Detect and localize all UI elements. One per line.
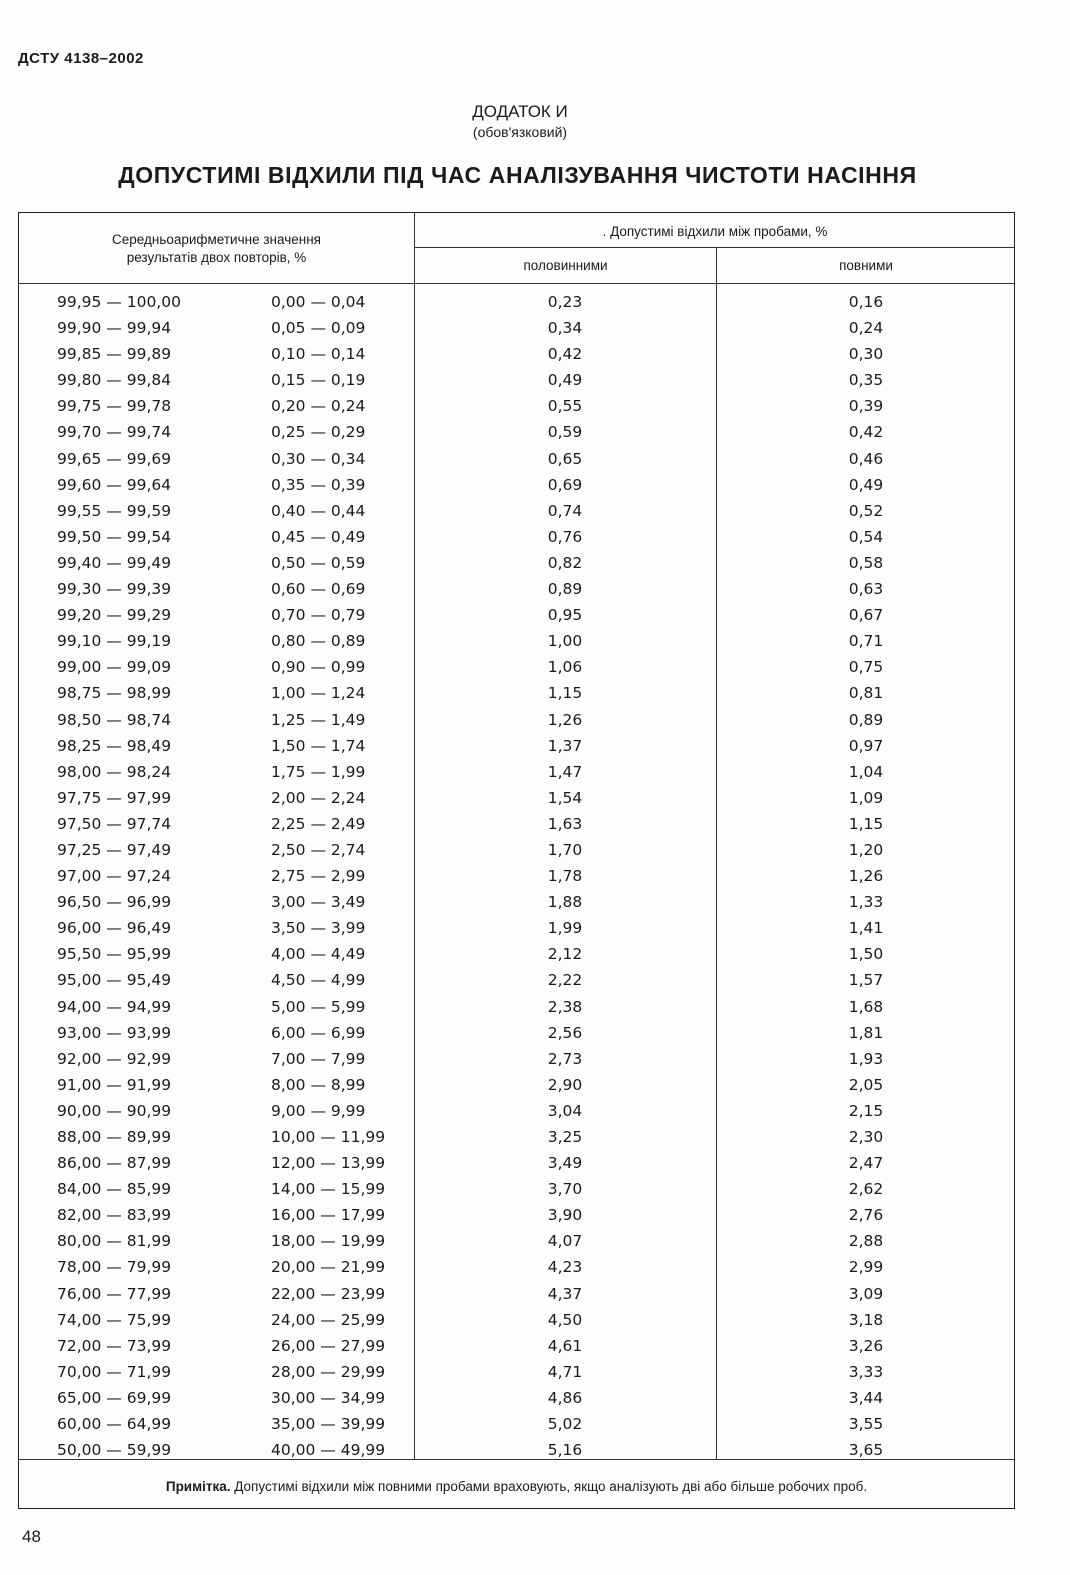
mean-range-high: 90,00 — 90,99 — [57, 1101, 172, 1120]
full-samples-tolerance: 0,67 — [848, 606, 884, 625]
half-samples-tolerance: 0,95 — [547, 606, 583, 625]
half-samples-header: половинними — [523, 258, 608, 273]
mean-range-low: 4,50 — 4,99 — [271, 971, 366, 990]
mean-range-high: 78,00 — 79,99 — [57, 1258, 172, 1277]
full-samples-tolerance: 0,52 — [848, 501, 884, 520]
table-row — [19, 656, 1014, 682]
mean-range-high: 99,00 — 99,09 — [57, 658, 172, 677]
half-samples-tolerance: 4,61 — [547, 1336, 583, 1355]
half-samples-tolerance: 2,73 — [547, 1049, 583, 1068]
mean-range-low: 0,45 — 0,49 — [271, 527, 366, 546]
mean-range-low: 3,00 — 3,49 — [271, 893, 366, 912]
mean-range-high: 96,50 — 96,99 — [57, 893, 172, 912]
mean-range-high: 99,10 — 99,19 — [57, 632, 172, 651]
mean-range-high: 99,65 — 99,69 — [57, 449, 172, 468]
table-row — [19, 500, 1014, 526]
table-row — [19, 1152, 1014, 1178]
mean-range-low: 30,00 — 34,99 — [271, 1388, 386, 1407]
note-label: Примітка. — [165, 1479, 231, 1494]
full-samples-tolerance: 1,93 — [848, 1049, 884, 1068]
full-samples-tolerance: 3,33 — [848, 1362, 884, 1381]
mean-range-high: 99,55 — 99,59 — [57, 501, 172, 520]
half-samples-tolerance: 0,34 — [547, 319, 583, 338]
mean-range-low: 0,25 — 0,29 — [271, 423, 366, 442]
table-row — [19, 1335, 1014, 1361]
mean-range-high: 80,00 — 81,99 — [57, 1232, 172, 1251]
half-samples-tolerance: 0,55 — [547, 397, 583, 416]
half-samples-tolerance: 3,04 — [547, 1101, 583, 1120]
mean-range-low: 0,20 — 0,24 — [271, 397, 366, 416]
half-samples-tolerance: 3,49 — [547, 1154, 583, 1173]
half-samples-tolerance: 4,50 — [547, 1310, 583, 1329]
mean-range-high: 96,00 — 96,49 — [57, 919, 172, 938]
tolerance-group-header: . Допустимі відхили між пробами, % — [602, 224, 828, 239]
mean-range-low: 2,00 — 2,24 — [271, 788, 366, 807]
mean-range-high: 99,20 — 99,29 — [57, 606, 172, 625]
tolerance-table — [18, 212, 1015, 1509]
mean-range-high: 99,90 — 99,94 — [57, 319, 172, 338]
mean-range-low: 2,50 — 2,74 — [271, 840, 366, 859]
table-row — [19, 1074, 1014, 1100]
full-samples-tolerance: 2,05 — [848, 1075, 884, 1094]
mean-range-low: 1,25 — 1,49 — [271, 710, 366, 729]
half-samples-tolerance: 0,69 — [547, 475, 583, 494]
table-row — [19, 787, 1014, 813]
half-samples-tolerance: 4,86 — [547, 1388, 583, 1407]
mean-range-high: 99,50 — 99,54 — [57, 527, 172, 546]
mean-range-low: 2,75 — 2,99 — [271, 867, 366, 886]
mean-range-low: 0,50 — 0,59 — [271, 553, 366, 572]
table-row — [19, 291, 1014, 317]
half-samples-tolerance: 4,07 — [547, 1232, 583, 1251]
mean-range-low: 1,50 — 1,74 — [271, 736, 366, 755]
full-samples-tolerance: 1,57 — [848, 971, 884, 990]
half-samples-tolerance: 1,63 — [547, 814, 583, 833]
mean-range-high: 95,50 — 95,99 — [57, 945, 172, 964]
mean-range-high: 98,00 — 98,24 — [57, 762, 172, 781]
mean-range-high: 97,00 — 97,24 — [57, 867, 172, 886]
full-samples-tolerance: 0,35 — [848, 371, 884, 390]
table-row — [19, 317, 1014, 343]
table-row — [19, 1204, 1014, 1230]
half-samples-tolerance: 3,90 — [547, 1206, 583, 1225]
full-samples-tolerance: 1,15 — [848, 814, 884, 833]
full-samples-tolerance: 0,97 — [848, 736, 884, 755]
half-samples-tolerance: 0,89 — [547, 580, 583, 599]
page-number: 48 — [22, 1527, 41, 1546]
mean-range-high: 72,00 — 73,99 — [57, 1336, 172, 1355]
full-samples-tolerance: 2,30 — [848, 1128, 884, 1146]
full-samples-tolerance: 3,65 — [848, 1441, 884, 1460]
table-row — [19, 578, 1014, 604]
full-samples-tolerance: 3,44 — [848, 1388, 884, 1407]
mean-range-low: 28,00 — 29,99 — [271, 1362, 386, 1381]
mean-range-low: 0,35 — 0,39 — [271, 475, 366, 494]
mean-range-low: 40,00 — 49,99 — [271, 1441, 386, 1460]
half-samples-tolerance: 0,82 — [547, 553, 583, 572]
mean-range-low: 10,00 — 11,99 — [271, 1128, 386, 1146]
full-samples-tolerance: 1,81 — [848, 1023, 884, 1042]
table-row — [19, 1309, 1014, 1335]
table-row — [19, 630, 1014, 656]
half-samples-tolerance: 1,47 — [547, 762, 583, 781]
table-row — [19, 996, 1014, 1022]
mean-range-high: 97,75 — 97,99 — [57, 788, 172, 807]
full-samples-tolerance: 0,75 — [848, 658, 884, 677]
mean-range-low: 35,00 — 39,99 — [271, 1415, 386, 1434]
mean-range-high: 95,00 — 95,49 — [57, 971, 172, 990]
mean-range-low: 1,75 — 1,99 — [271, 762, 366, 781]
table-row — [19, 917, 1014, 943]
half-samples-tolerance: 5,02 — [547, 1415, 583, 1434]
annex-title: ДОДАТОК И — [472, 102, 568, 121]
full-samples-tolerance: 2,15 — [848, 1101, 884, 1120]
table-row — [19, 1439, 1014, 1465]
table-row — [19, 604, 1014, 630]
mean-range-low: 0,10 — 0,14 — [271, 345, 366, 364]
table-row — [19, 969, 1014, 995]
mean-range-low: 2,25 — 2,49 — [271, 814, 366, 833]
mean-range-low: 6,00 — 6,99 — [271, 1023, 366, 1042]
mean-value-header-line1: Середньоарифметичне значення — [112, 232, 321, 247]
table-row — [19, 343, 1014, 369]
table-row — [19, 1387, 1014, 1413]
mean-range-high: 60,00 — 64,99 — [57, 1415, 172, 1434]
mean-range-low: 18,00 — 19,99 — [271, 1232, 386, 1251]
table-row — [19, 448, 1014, 474]
table-row — [19, 1048, 1014, 1074]
table-note — [19, 1479, 1014, 1494]
mean-range-high: 98,50 — 98,74 — [57, 710, 172, 729]
mean-range-low: 0,60 — 0,69 — [271, 580, 366, 599]
table-row — [19, 1230, 1014, 1256]
half-samples-tolerance: 0,49 — [547, 371, 583, 390]
table-row — [19, 526, 1014, 552]
half-samples-tolerance: 2,56 — [547, 1023, 583, 1042]
mean-value-header-line2: результатів двох повторів, % — [126, 250, 307, 265]
mean-range-high: 84,00 — 85,99 — [57, 1180, 172, 1199]
half-samples-tolerance: 1,06 — [547, 658, 583, 677]
table-row — [19, 761, 1014, 787]
half-samples-tolerance: 4,71 — [547, 1362, 583, 1381]
table-row — [19, 369, 1014, 395]
table-row — [19, 735, 1014, 761]
table-row — [19, 891, 1014, 917]
mean-range-high: 99,40 — 99,49 — [57, 553, 172, 572]
half-samples-tolerance: 2,38 — [547, 997, 583, 1016]
mean-range-high: 65,00 — 69,99 — [57, 1388, 172, 1407]
mean-range-low: 9,00 — 9,99 — [271, 1101, 366, 1120]
table-row — [19, 709, 1014, 735]
mean-range-high: 91,00 — 91,99 — [57, 1075, 172, 1094]
full-samples-tolerance: 0,46 — [848, 449, 884, 468]
mean-range-low: 8,00 — 8,99 — [271, 1075, 366, 1094]
mean-range-low: 0,00 — 0,04 — [271, 293, 366, 311]
half-samples-tolerance: 3,25 — [547, 1128, 583, 1146]
mean-range-high: 86,00 — 87,99 — [57, 1154, 172, 1173]
half-samples-tolerance: 5,16 — [547, 1441, 583, 1460]
table-row — [19, 1361, 1014, 1387]
table-row — [19, 552, 1014, 578]
mean-range-low: 22,00 — 23,99 — [271, 1284, 386, 1303]
full-samples-tolerance: 2,76 — [848, 1206, 884, 1225]
document-id: ДСТУ 4138–2002 — [18, 50, 144, 67]
mean-range-low: 3,50 — 3,99 — [271, 919, 366, 938]
half-samples-tolerance: 1,54 — [547, 788, 583, 807]
full-samples-tolerance: 1,41 — [848, 919, 884, 938]
full-samples-tolerance: 1,26 — [848, 867, 884, 886]
mean-range-low: 0,80 — 0,89 — [271, 632, 366, 651]
mean-range-high: 93,00 — 93,99 — [57, 1023, 172, 1042]
mean-range-low: 12,00 — 13,99 — [271, 1154, 386, 1173]
half-samples-tolerance: 0,23 — [547, 293, 583, 311]
half-samples-tolerance: 0,59 — [547, 423, 583, 442]
mean-range-high: 99,70 — 99,74 — [57, 423, 172, 442]
mean-range-high: 99,80 — 99,84 — [57, 371, 172, 390]
mean-range-high: 99,85 — 99,89 — [57, 345, 172, 364]
half-samples-tolerance: 4,37 — [547, 1284, 583, 1303]
mean-range-high: 70,00 — 71,99 — [57, 1362, 172, 1381]
annex-subtitle: (обов'язковий) — [472, 124, 568, 140]
full-samples-tolerance: 3,18 — [848, 1310, 884, 1329]
table-row — [19, 1413, 1014, 1439]
mean-range-high: 97,25 — 97,49 — [57, 840, 172, 859]
full-samples-tolerance: 0,24 — [848, 319, 884, 338]
mean-range-low: 14,00 — 15,99 — [271, 1180, 386, 1199]
full-samples-tolerance: 2,88 — [848, 1232, 884, 1251]
header-divider — [19, 283, 1014, 284]
full-samples-tolerance: 0,39 — [848, 397, 884, 416]
half-samples-tolerance: 0,42 — [547, 345, 583, 364]
full-samples-tolerance: 0,30 — [848, 345, 884, 364]
table-row — [19, 943, 1014, 969]
mean-value-header — [19, 231, 414, 267]
half-samples-tolerance: 1,00 — [547, 632, 583, 651]
header-divider — [414, 247, 1014, 248]
mean-range-low: 0,05 — 0,09 — [271, 319, 366, 338]
full-samples-tolerance: 0,58 — [848, 553, 884, 572]
page-title: ДОПУСТИМІ ВІДХИЛИ ПІД ЧАС АНАЛІЗУВАННЯ ЧИСТОТИ НАСІННЯ — [118, 162, 917, 188]
full-samples-tolerance: 2,62 — [848, 1180, 884, 1199]
mean-range-high: 99,30 — 99,39 — [57, 580, 172, 599]
table-body — [19, 291, 1014, 1465]
mean-range-high: 99,75 — 99,78 — [57, 397, 172, 416]
mean-range-low: 0,70 — 0,79 — [271, 606, 366, 625]
mean-range-low: 20,00 — 21,99 — [271, 1258, 386, 1277]
full-samples-tolerance: 0,81 — [848, 684, 884, 703]
mean-range-high: 99,60 — 99,64 — [57, 475, 172, 494]
half-samples-tolerance: 0,76 — [547, 527, 583, 546]
mean-range-low: 5,00 — 5,99 — [271, 997, 366, 1016]
half-samples-tolerance: 4,23 — [547, 1258, 583, 1277]
mean-range-low: 4,00 — 4,49 — [271, 945, 366, 964]
half-samples-tolerance: 1,26 — [547, 710, 583, 729]
mean-range-high: 98,25 — 98,49 — [57, 736, 172, 755]
full-samples-tolerance: 1,09 — [848, 788, 884, 807]
full-samples-tolerance: 0,49 — [848, 475, 884, 494]
mean-range-low: 24,00 — 25,99 — [271, 1310, 386, 1329]
mean-range-low: 7,00 — 7,99 — [271, 1049, 366, 1068]
half-samples-tolerance: 1,15 — [547, 684, 583, 703]
table-row — [19, 1022, 1014, 1048]
full-samples-tolerance: 1,04 — [848, 762, 884, 781]
half-samples-tolerance: 3,70 — [547, 1180, 583, 1199]
mean-range-high: 82,00 — 83,99 — [57, 1206, 172, 1225]
full-samples-tolerance: 1,68 — [848, 997, 884, 1016]
table-row — [19, 1178, 1014, 1204]
mean-range-high: 76,00 — 77,99 — [57, 1284, 172, 1303]
full-samples-tolerance: 1,20 — [848, 840, 884, 859]
full-samples-tolerance: 3,26 — [848, 1336, 884, 1355]
half-samples-tolerance: 2,22 — [547, 971, 583, 990]
half-samples-tolerance: 1,70 — [547, 840, 583, 859]
full-samples-tolerance: 1,50 — [848, 945, 884, 964]
table-row — [19, 1126, 1014, 1152]
full-samples-header: повними — [839, 258, 893, 273]
full-samples-tolerance: 0,42 — [848, 423, 884, 442]
half-samples-tolerance: 1,88 — [547, 893, 583, 912]
table-row — [19, 1100, 1014, 1126]
full-samples-tolerance: 2,47 — [848, 1154, 884, 1173]
table-row — [19, 1283, 1014, 1309]
half-samples-tolerance: 1,99 — [547, 919, 583, 938]
mean-range-low: 0,15 — 0,19 — [271, 371, 366, 390]
full-samples-tolerance: 0,71 — [848, 632, 884, 651]
half-samples-tolerance: 2,12 — [547, 945, 583, 964]
table-row — [19, 395, 1014, 421]
table-row — [19, 865, 1014, 891]
half-samples-tolerance: 1,37 — [547, 736, 583, 755]
full-samples-tolerance: 0,89 — [848, 710, 884, 729]
half-samples-tolerance: 2,90 — [547, 1075, 583, 1094]
mean-range-low: 0,30 — 0,34 — [271, 449, 366, 468]
mean-range-high: 94,00 — 94,99 — [57, 997, 172, 1016]
full-samples-tolerance: 3,09 — [848, 1284, 884, 1303]
table-row — [19, 813, 1014, 839]
table-row — [19, 1256, 1014, 1282]
mean-range-high: 97,50 — 97,74 — [57, 814, 172, 833]
full-samples-tolerance: 2,99 — [848, 1258, 884, 1277]
half-samples-tolerance: 0,74 — [547, 501, 583, 520]
mean-range-high: 92,00 — 92,99 — [57, 1049, 172, 1068]
mean-range-low: 16,00 — 17,99 — [271, 1206, 386, 1225]
mean-range-high: 74,00 — 75,99 — [57, 1310, 172, 1329]
note-text: Допустимі відхили між повними пробами враховують, якщо аналізують дві або більше робочих проб. — [230, 1479, 868, 1494]
full-samples-tolerance: 0,63 — [848, 580, 884, 599]
full-samples-tolerance: 3,55 — [848, 1415, 884, 1434]
mean-range-high: 88,00 — 89,99 — [57, 1128, 172, 1146]
mean-range-high: 50,00 — 59,99 — [57, 1441, 172, 1460]
table-row — [19, 839, 1014, 865]
full-samples-tolerance: 0,16 — [848, 293, 884, 311]
table-row — [19, 682, 1014, 708]
half-samples-tolerance: 0,65 — [547, 449, 583, 468]
mean-range-high: 98,75 — 98,99 — [57, 684, 172, 703]
full-samples-tolerance: 1,33 — [848, 893, 884, 912]
table-row — [19, 474, 1014, 500]
mean-range-high: 99,95 — 100,00 — [57, 293, 181, 311]
mean-range-low: 1,00 — 1,24 — [271, 684, 366, 703]
mean-range-low: 26,00 — 27,99 — [271, 1336, 386, 1355]
mean-range-low: 0,40 — 0,44 — [271, 501, 366, 520]
mean-range-low: 0,90 — 0,99 — [271, 658, 366, 677]
full-samples-tolerance: 0,54 — [848, 527, 884, 546]
table-row — [19, 421, 1014, 447]
half-samples-tolerance: 1,78 — [547, 867, 583, 886]
